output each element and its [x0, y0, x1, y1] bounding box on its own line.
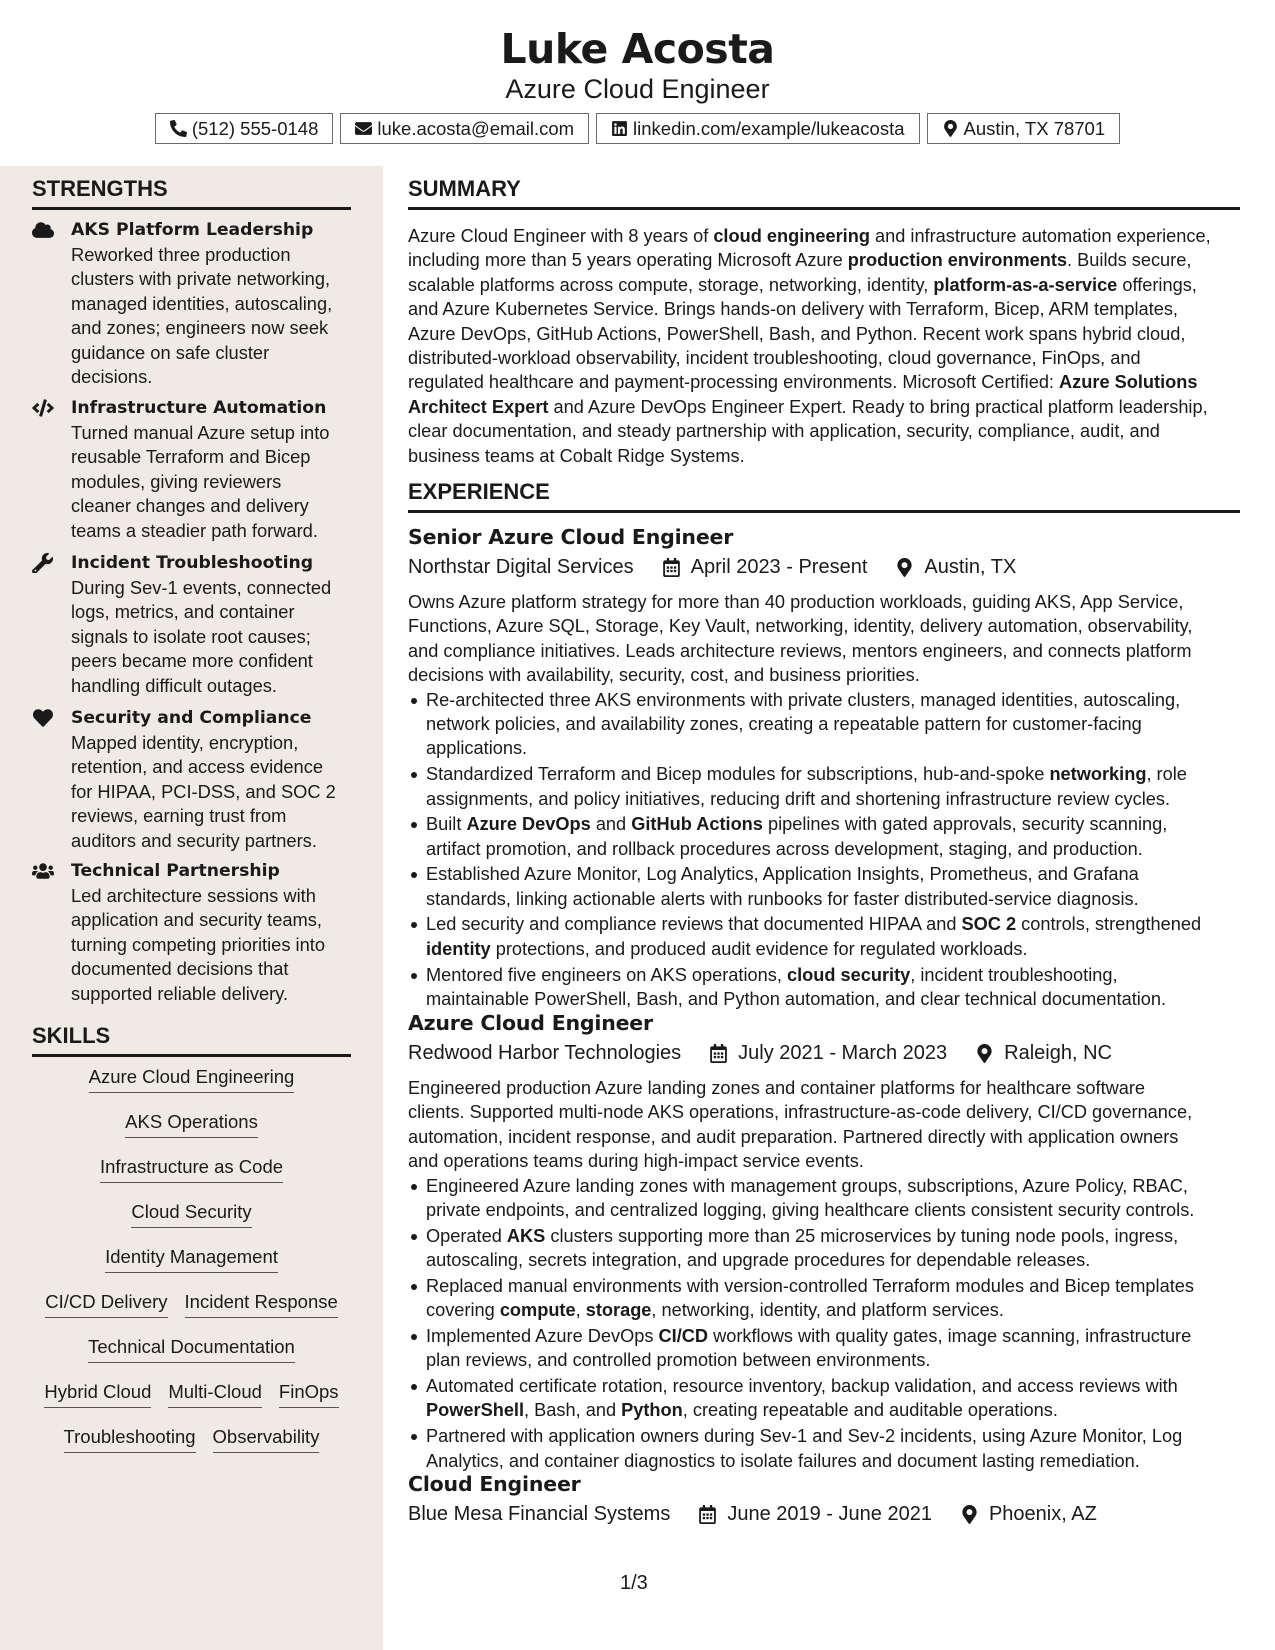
- contact-item: [155, 113, 334, 144]
- text-line: documented decisions that: [71, 958, 289, 979]
- text-line: Turned manual Azure setup into: [71, 421, 330, 443]
- contact-text: Austin, TX 78701: [963, 117, 1106, 139]
- strength-description: [71, 884, 351, 1007]
- skill-row: [32, 1335, 351, 1380]
- skill-row: [32, 1290, 351, 1335]
- text-line: assignments, and policy initiatives, reducing drift and shortening infrastructure review cycles.: [426, 788, 1171, 809]
- candidate-title: Azure Cloud Engineer: [505, 74, 770, 104]
- job-entry: [408, 524, 1240, 1013]
- text-line: and zones; engineers now seek: [71, 317, 329, 338]
- text-line: network policies, and availability zones, creating a repeatable pattern for customer-facing: [426, 714, 1142, 735]
- contact-item[interactable]: [927, 113, 1121, 144]
- text-line: logs, metrics, and container: [71, 601, 295, 622]
- achievement-item: [408, 1374, 1240, 1423]
- map-pin-icon: [960, 1505, 979, 1524]
- strengths-heading: STRENGTHS: [32, 176, 351, 210]
- text-line: retention, and access evidence: [71, 756, 324, 777]
- contact-item[interactable]: [596, 113, 919, 144]
- text-line: Re-architected three AKS environments with private clusters, managed identities, autoscaling,: [426, 689, 1181, 710]
- text-line: Engineered Azure landing zones with management groups, subscriptions, Azure Policy, RBAC,: [426, 1175, 1188, 1196]
- summary-heading: SUMMARY: [408, 176, 1240, 210]
- skill-tag: Azure Cloud Engineering: [89, 1065, 295, 1093]
- achievement-list: [408, 1174, 1240, 1473]
- sidebar: [0, 166, 383, 1650]
- job-location: Raleigh, NC: [1004, 1042, 1112, 1064]
- skill-row: [32, 1155, 351, 1200]
- resume-header: [0, 0, 1275, 165]
- text-line: Led security and compliance reviews that documented HIPAA and SOC 2 controls, strengthened: [426, 914, 1202, 935]
- main-column: [408, 166, 1240, 1650]
- text-line: decisions with availability, security, cost, and business priorities.: [408, 665, 920, 686]
- achievement-item: [408, 963, 1240, 1012]
- skill-tag: AKS Operations: [125, 1110, 258, 1138]
- text-line: Replaced manual environments with version-controlled Terraform modules and Bicep templates: [426, 1275, 1194, 1296]
- contact-text: luke.acosta@email.com: [377, 117, 575, 139]
- text-line: Reworked three production: [71, 243, 291, 265]
- text-line: PowerShell, Bash, and Python, creating repeatable and auditable operations.: [426, 1400, 1058, 1421]
- strength-heading: Infrastructure Automation: [71, 398, 327, 418]
- strength-heading: Security and Compliance: [71, 708, 312, 728]
- job-meta: [408, 1500, 1240, 1528]
- text-line: Analytics, and container diagnostics to isolate failures and document lasting remediation.: [426, 1450, 1140, 1471]
- contact-bar: [0, 113, 1275, 144]
- heart-icon: [32, 708, 56, 728]
- wrench-icon: [32, 553, 56, 573]
- bold-keyword: PowerShell: [426, 1400, 525, 1421]
- skill-tag: CI/CD Delivery: [45, 1290, 167, 1318]
- achievement-item: [408, 762, 1240, 811]
- text-line: reviews, earning trust from: [71, 805, 287, 826]
- skill-tag: Cloud Security: [131, 1200, 251, 1228]
- bold-keyword: storage: [585, 1300, 652, 1321]
- contact-text: linkedin.com/example/lukeacosta: [633, 117, 905, 139]
- bold-keyword: cloud security: [786, 964, 911, 985]
- job-title: Senior Azure Cloud Engineer: [408, 525, 734, 549]
- bold-keyword: platform-as-a-service: [933, 274, 1118, 295]
- strength-item: [32, 218, 351, 390]
- linkedin-icon: [611, 120, 628, 137]
- text-line: cleaner changes and delivery: [71, 495, 309, 516]
- achievement-item: [408, 812, 1240, 861]
- achievement-item: [408, 1274, 1240, 1323]
- achievement-item: [408, 1424, 1240, 1473]
- bold-keyword: Architect Expert: [408, 396, 549, 417]
- calendar-icon: [662, 558, 681, 577]
- map-pin-icon: [975, 1044, 994, 1063]
- company-name: Redwood Harbor Technologies: [408, 1042, 682, 1064]
- strength-description: [71, 243, 351, 390]
- achievement-item: [408, 862, 1240, 911]
- job-title: Cloud Engineer: [408, 1472, 581, 1496]
- text-line: Azure DevOps, GitHub Actions, PowerShell, Bash, and Python. Recent work spans hybrid cloud,: [408, 323, 1186, 344]
- text-line: guidance on safe cluster: [71, 341, 270, 363]
- users-icon: [32, 861, 56, 881]
- bold-keyword: Python: [621, 1400, 683, 1421]
- skills-list: [32, 1065, 351, 1470]
- text-line: Standardized Terraform and Bicep modules for subscriptions, hub-and-spoke networking, role: [426, 764, 1187, 785]
- bold-keyword: CI/CD: [658, 1325, 709, 1346]
- skill-tag: FinOps: [279, 1380, 339, 1408]
- strength-item: [32, 396, 351, 543]
- text-line: Partnered with application owners during Sev-1 and Sev-2 incidents, using Azure Monitor, Log: [426, 1426, 1183, 1447]
- text-line: covering compute, storage, networking, identity, and platform services.: [426, 1300, 1004, 1321]
- text-line: Established Azure Monitor, Log Analytics, Application Insights, Prometheus, and Grafana: [426, 864, 1139, 885]
- text-line: turning competing priorities into: [71, 933, 326, 955]
- achievement-item: [408, 1174, 1240, 1223]
- text-line: applications.: [426, 738, 528, 759]
- text-line: maintainable PowerShell, Bash, and Python automation, and clear technical documentation.: [426, 988, 1167, 1009]
- strength-heading: Incident Troubleshooting: [71, 553, 314, 573]
- calendar-icon: [698, 1505, 717, 1524]
- bold-keyword: Azure Solutions: [1059, 372, 1198, 393]
- strength-description: [71, 731, 351, 854]
- text-line: clusters with private networking,: [71, 268, 331, 289]
- job-entry: [408, 1010, 1240, 1474]
- text-line: signals to isolate root causes;: [71, 625, 311, 647]
- skill-tag: Hybrid Cloud: [44, 1380, 151, 1408]
- text-line: identity protections, and produced audit evidence for regulated workloads.: [426, 938, 1028, 959]
- text-line: autoscaling, secrets integration, and upgrade procedures for dependable releases.: [426, 1250, 1091, 1271]
- skill-row: [32, 1245, 351, 1290]
- map-pin-icon: [895, 558, 914, 577]
- text-line: Owns Azure platform strategy for more than 40 production workloads, guiding AKS, App Service,: [408, 592, 1184, 612]
- job-meta: [408, 553, 1240, 581]
- bold-keyword: cloud engineering: [713, 226, 870, 246]
- text-line: application and security teams,: [71, 909, 322, 930]
- skill-tag: Multi-Cloud: [168, 1380, 262, 1408]
- strength-heading: AKS Platform Leadership: [71, 220, 314, 240]
- bold-keyword: SOC 2: [961, 914, 1017, 935]
- job-meta: [408, 1039, 1240, 1067]
- job-description: [408, 590, 1240, 688]
- skill-row: [32, 1380, 351, 1425]
- skill-tag: Troubleshooting: [64, 1425, 196, 1453]
- summary-text: [408, 224, 1240, 468]
- text-line: Implemented Azure DevOps CI/CD workflows with quality gates, image scanning, infrastructure: [426, 1325, 1192, 1346]
- job-location: Phoenix, AZ: [988, 1503, 1097, 1525]
- text-line: and Azure Kubernetes Service. Brings hands-on delivery with Terraform, Bicep, ARM templates,: [408, 299, 1178, 320]
- text-line: business teams at Cobalt Ridge Systems.: [408, 445, 745, 466]
- text-line: handling difficult outages.: [71, 674, 277, 696]
- job-title: Azure Cloud Engineer: [408, 1011, 653, 1035]
- page-number: 1/3: [620, 1572, 648, 1594]
- bold-keyword: networking: [1049, 764, 1147, 785]
- text-line: peers became more confident: [71, 650, 313, 671]
- achievement-item: [408, 1224, 1240, 1273]
- text-line: managed identities, autoscaling,: [71, 292, 333, 314]
- company-name: Blue Mesa Financial Systems: [408, 1503, 671, 1525]
- contact-item[interactable]: [340, 113, 589, 144]
- text-line: Automated certificate rotation, resource inventory, backup validation, and access reviews with: [426, 1376, 1178, 1397]
- job-dates: April 2023 - Present: [690, 556, 868, 578]
- text-line: Led architecture sessions with: [71, 884, 316, 906]
- text-line: and operations teams during high-impact service events.: [408, 1151, 864, 1172]
- achievement-item: [408, 912, 1240, 961]
- text-line: supported reliable delivery.: [71, 982, 289, 1004]
- text-line: reusable Terraform and Bicep: [71, 446, 311, 467]
- skill-tag: Technical Documentation: [88, 1335, 295, 1363]
- bold-keyword: compute: [499, 1300, 576, 1321]
- job-dates: June 2019 - June 2021: [727, 1503, 932, 1525]
- skill-tag: Infrastructure as Code: [100, 1155, 283, 1183]
- text-line: auditors and security partners.: [71, 829, 317, 851]
- text-line: Operated AKS clusters supporting more than 25 microservices by tuning node pools, ingress,: [426, 1225, 1179, 1246]
- bold-keyword: Azure DevOps: [466, 814, 591, 835]
- strength-item: [32, 859, 351, 1006]
- text-line: standards, linking actionable alerts with runbooks for faster distributed-service diagnosis.: [426, 888, 1139, 909]
- skill-row: [32, 1065, 351, 1110]
- text-line: Mentored five engineers on AKS operations, cloud security, incident troubleshooting,: [426, 964, 1118, 985]
- text-line: and compliance initiatives. Leads architecture reviews, mentors engineers, and connects platform: [408, 640, 1192, 661]
- text-line: for HIPAA, PCI-DSS, and SOC 2: [71, 780, 336, 802]
- text-line: artifact promotion, and rollback procedures across development, staging, and production.: [426, 838, 1143, 859]
- map-pin-icon: [942, 120, 959, 137]
- text-line: automation, incident response, and audit preparation. Partnered directly with application owners: [408, 1126, 1179, 1147]
- strength-description: [71, 576, 351, 699]
- strength-description: [71, 421, 351, 544]
- code-icon: [32, 398, 56, 418]
- text-line: Architect Expert and Azure DevOps Engineer Expert. Ready to bring practical platform leadership,: [408, 396, 1208, 417]
- calendar-icon: [709, 1044, 728, 1063]
- text-line: During Sev-1 events, connected: [71, 576, 332, 598]
- text-line: Engineered production Azure landing zones and container platforms for healthcare software: [408, 1078, 1146, 1098]
- text-line: including more than 5 years operating Microsoft Azure production environments. Builds secure,: [408, 250, 1192, 271]
- strength-item: [32, 551, 351, 698]
- text-line: plan reviews, and controlled promotion between environments.: [426, 1350, 931, 1371]
- text-line: teams a steadier path forward.: [71, 519, 318, 541]
- skill-row: [32, 1425, 351, 1470]
- skill-tag: Identity Management: [105, 1245, 278, 1273]
- phone-icon: [170, 120, 187, 137]
- cloud-icon: [32, 220, 56, 240]
- text-line: private endpoints, and centralized logging, giving healthcare clients consistent security controls.: [426, 1200, 1195, 1221]
- strength-item: [32, 706, 351, 853]
- text-line: scalable platforms across compute, storage, networking, identity, platform-as-a-service offerings,: [408, 274, 1197, 295]
- skill-row: [32, 1200, 351, 1245]
- skill-row: [32, 1110, 351, 1155]
- skills-heading: SKILLS: [32, 1023, 351, 1057]
- text-line: modules, giving reviewers: [71, 470, 282, 492]
- achievement-list: [408, 688, 1240, 1012]
- candidate-name: Luke Acosta: [500, 25, 775, 73]
- text-line: clients. Supported multi-node AKS operations, infrastructure-as-code delivery, CI/CD governance,: [408, 1102, 1193, 1123]
- bold-keyword: identity: [426, 938, 491, 959]
- bold-keyword: AKS: [506, 1225, 546, 1246]
- text-line: Azure Cloud Engineer with 8 years of cloud engineering and infrastructure automation experience,: [408, 226, 1211, 246]
- job-description: [408, 1076, 1240, 1174]
- text-line: Built Azure DevOps and GitHub Actions pipelines with gated approvals, security scanning,: [426, 814, 1168, 835]
- text-line: Functions, Azure SQL, Storage, Key Vault, networking, identity, delivery automation, observability,: [408, 616, 1193, 637]
- job-location: Austin, TX: [924, 556, 1017, 578]
- experience-heading: EXPERIENCE: [408, 479, 1240, 513]
- skill-tag: Observability: [213, 1425, 320, 1453]
- text-line: Mapped identity, encryption,: [71, 731, 299, 753]
- bold-keyword: GitHub Actions: [631, 814, 763, 835]
- bold-keyword: production environments: [847, 250, 1068, 271]
- job-entry: [408, 1471, 1240, 1528]
- text-line: distributed-workload observability, incident troubleshooting, cloud governance, FinOps, and: [408, 348, 1141, 369]
- text-line: decisions.: [71, 366, 153, 387]
- text-line: clear documentation, and steady partnership with application, security, compliance, audit, and: [408, 421, 1160, 442]
- text-line: regulated healthcare and payment-processing environments. Microsoft Certified: Azure Solutions: [408, 372, 1198, 393]
- contact-text: (512) 555-0148: [191, 117, 319, 139]
- company-name: Northstar Digital Services: [408, 556, 634, 578]
- envelope-icon: [355, 120, 372, 137]
- achievement-item: [408, 688, 1240, 761]
- skill-tag: Incident Response: [185, 1290, 338, 1318]
- job-dates: July 2021 - March 2023: [738, 1042, 948, 1064]
- achievement-item: [408, 1324, 1240, 1373]
- strength-heading: Technical Partnership: [71, 861, 280, 881]
